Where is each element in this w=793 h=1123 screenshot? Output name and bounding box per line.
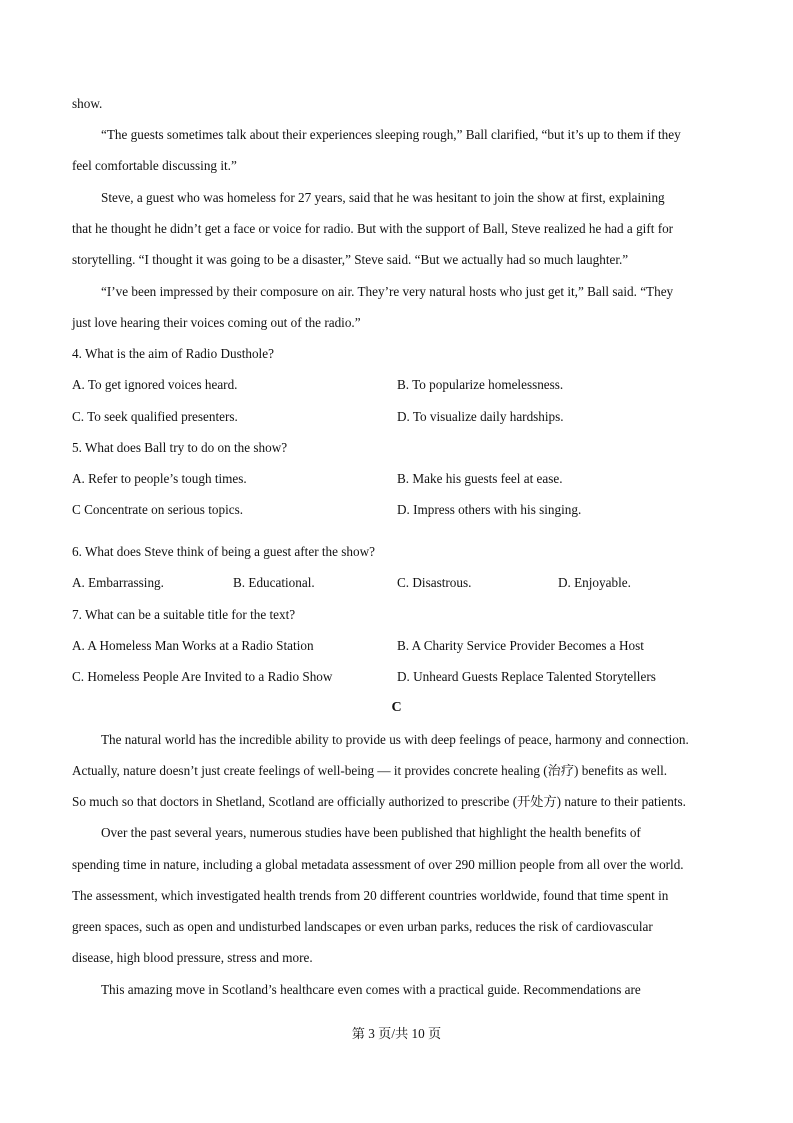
- passage-b-line: that he thought he didn’t get a face or voice for radio. But with the support of Ball, Steve realized he had a gift for: [72, 221, 674, 236]
- question-stem: 4. What is the aim of Radio Dusthole?: [72, 346, 274, 361]
- passage-c-line: green spaces, such as open and undisturbed landscapes or even urban parks, reduces the risk of cardiovascular: [72, 919, 653, 934]
- question-stem: 5. What does Ball try to do on the show?: [72, 440, 288, 455]
- option-b: B. Make his guests feel at ease.: [397, 471, 563, 486]
- page-number: 第 3 页/共 10 页: [351, 1026, 442, 1041]
- option-d: D. To visualize daily hardships.: [397, 409, 564, 424]
- option-c: C. To seek qualified presenters.: [72, 409, 238, 424]
- option-d: D. Impress others with his singing.: [397, 502, 582, 517]
- passage-c-line: This amazing move in Scotland’s healthcare even comes with a practical guide. Recommendations are: [101, 982, 641, 997]
- option-a: A. A Homeless Man Works at a Radio Station: [72, 638, 314, 653]
- question-stem: 7. What can be a suitable title for the text?: [72, 607, 296, 622]
- option-a: A. Embarrassing.: [72, 575, 164, 590]
- passage-b-line: “I’ve been impressed by their composure on air. They’re very natural hosts who just get it,” Ball said. “They: [101, 284, 674, 299]
- passage-b-line: show.: [72, 96, 103, 111]
- option-b: B. A Charity Service Provider Becomes a Host: [397, 638, 644, 653]
- option-c: C Concentrate on serious topics.: [72, 502, 244, 517]
- option-b: B. To popularize homelessness.: [397, 377, 564, 392]
- passage-b-line: storytelling. “I thought it was going to be a disaster,” Steve said. “But we actually had so much laughter.”: [72, 252, 629, 267]
- passage-c-line: disease, high blood pressure, stress and more.: [72, 950, 313, 965]
- option-d: D. Unheard Guests Replace Talented Storytellers: [397, 669, 656, 684]
- passage-c-line: The natural world has the incredible ability to provide us with deep feelings of peace, harmony and connection.: [101, 732, 689, 747]
- question-stem: 6. What does Steve think of being a guest after the show?: [72, 544, 375, 559]
- option-d: D. Enjoyable.: [558, 575, 631, 590]
- passage-c-line: Over the past several years, numerous studies have been published that highlight the health benefits of: [101, 825, 641, 840]
- passage-c-line: So much so that doctors in Shetland, Scotland are officially authorized to prescribe (开处方) nature to their patients.: [72, 794, 686, 809]
- passage-b-line: Steve, a guest who was homeless for 27 years, said that he was hesitant to join the show at first, explaining: [101, 190, 665, 205]
- option-c: C. Homeless People Are Invited to a Radio Show: [72, 669, 333, 684]
- passage-c-line: Actually, nature doesn’t just create feelings of well-being — it provides concrete healing (治疗) benefits as well.: [72, 763, 668, 778]
- section-title: C: [391, 700, 402, 715]
- option-b: B. Educational.: [233, 575, 315, 590]
- passage-c-line: spending time in nature, including a global metadata assessment of over 290 million people from all over the world.: [72, 857, 684, 872]
- passage-b-line: feel comfortable discussing it.”: [72, 158, 237, 173]
- option-a: A. Refer to people’s tough times.: [72, 471, 247, 486]
- option-a: A. To get ignored voices heard.: [72, 377, 238, 392]
- passage-c-line: The assessment, which investigated health trends from 20 different countries worldwide, found that time spent in: [72, 888, 669, 903]
- passage-b-line: just love hearing their voices coming out of the radio.”: [72, 315, 361, 330]
- passage-b-line: “The guests sometimes talk about their experiences sleeping rough,” Ball clarified, “but it’s up to them if they: [101, 127, 681, 142]
- option-c: C. Disastrous.: [397, 575, 472, 590]
